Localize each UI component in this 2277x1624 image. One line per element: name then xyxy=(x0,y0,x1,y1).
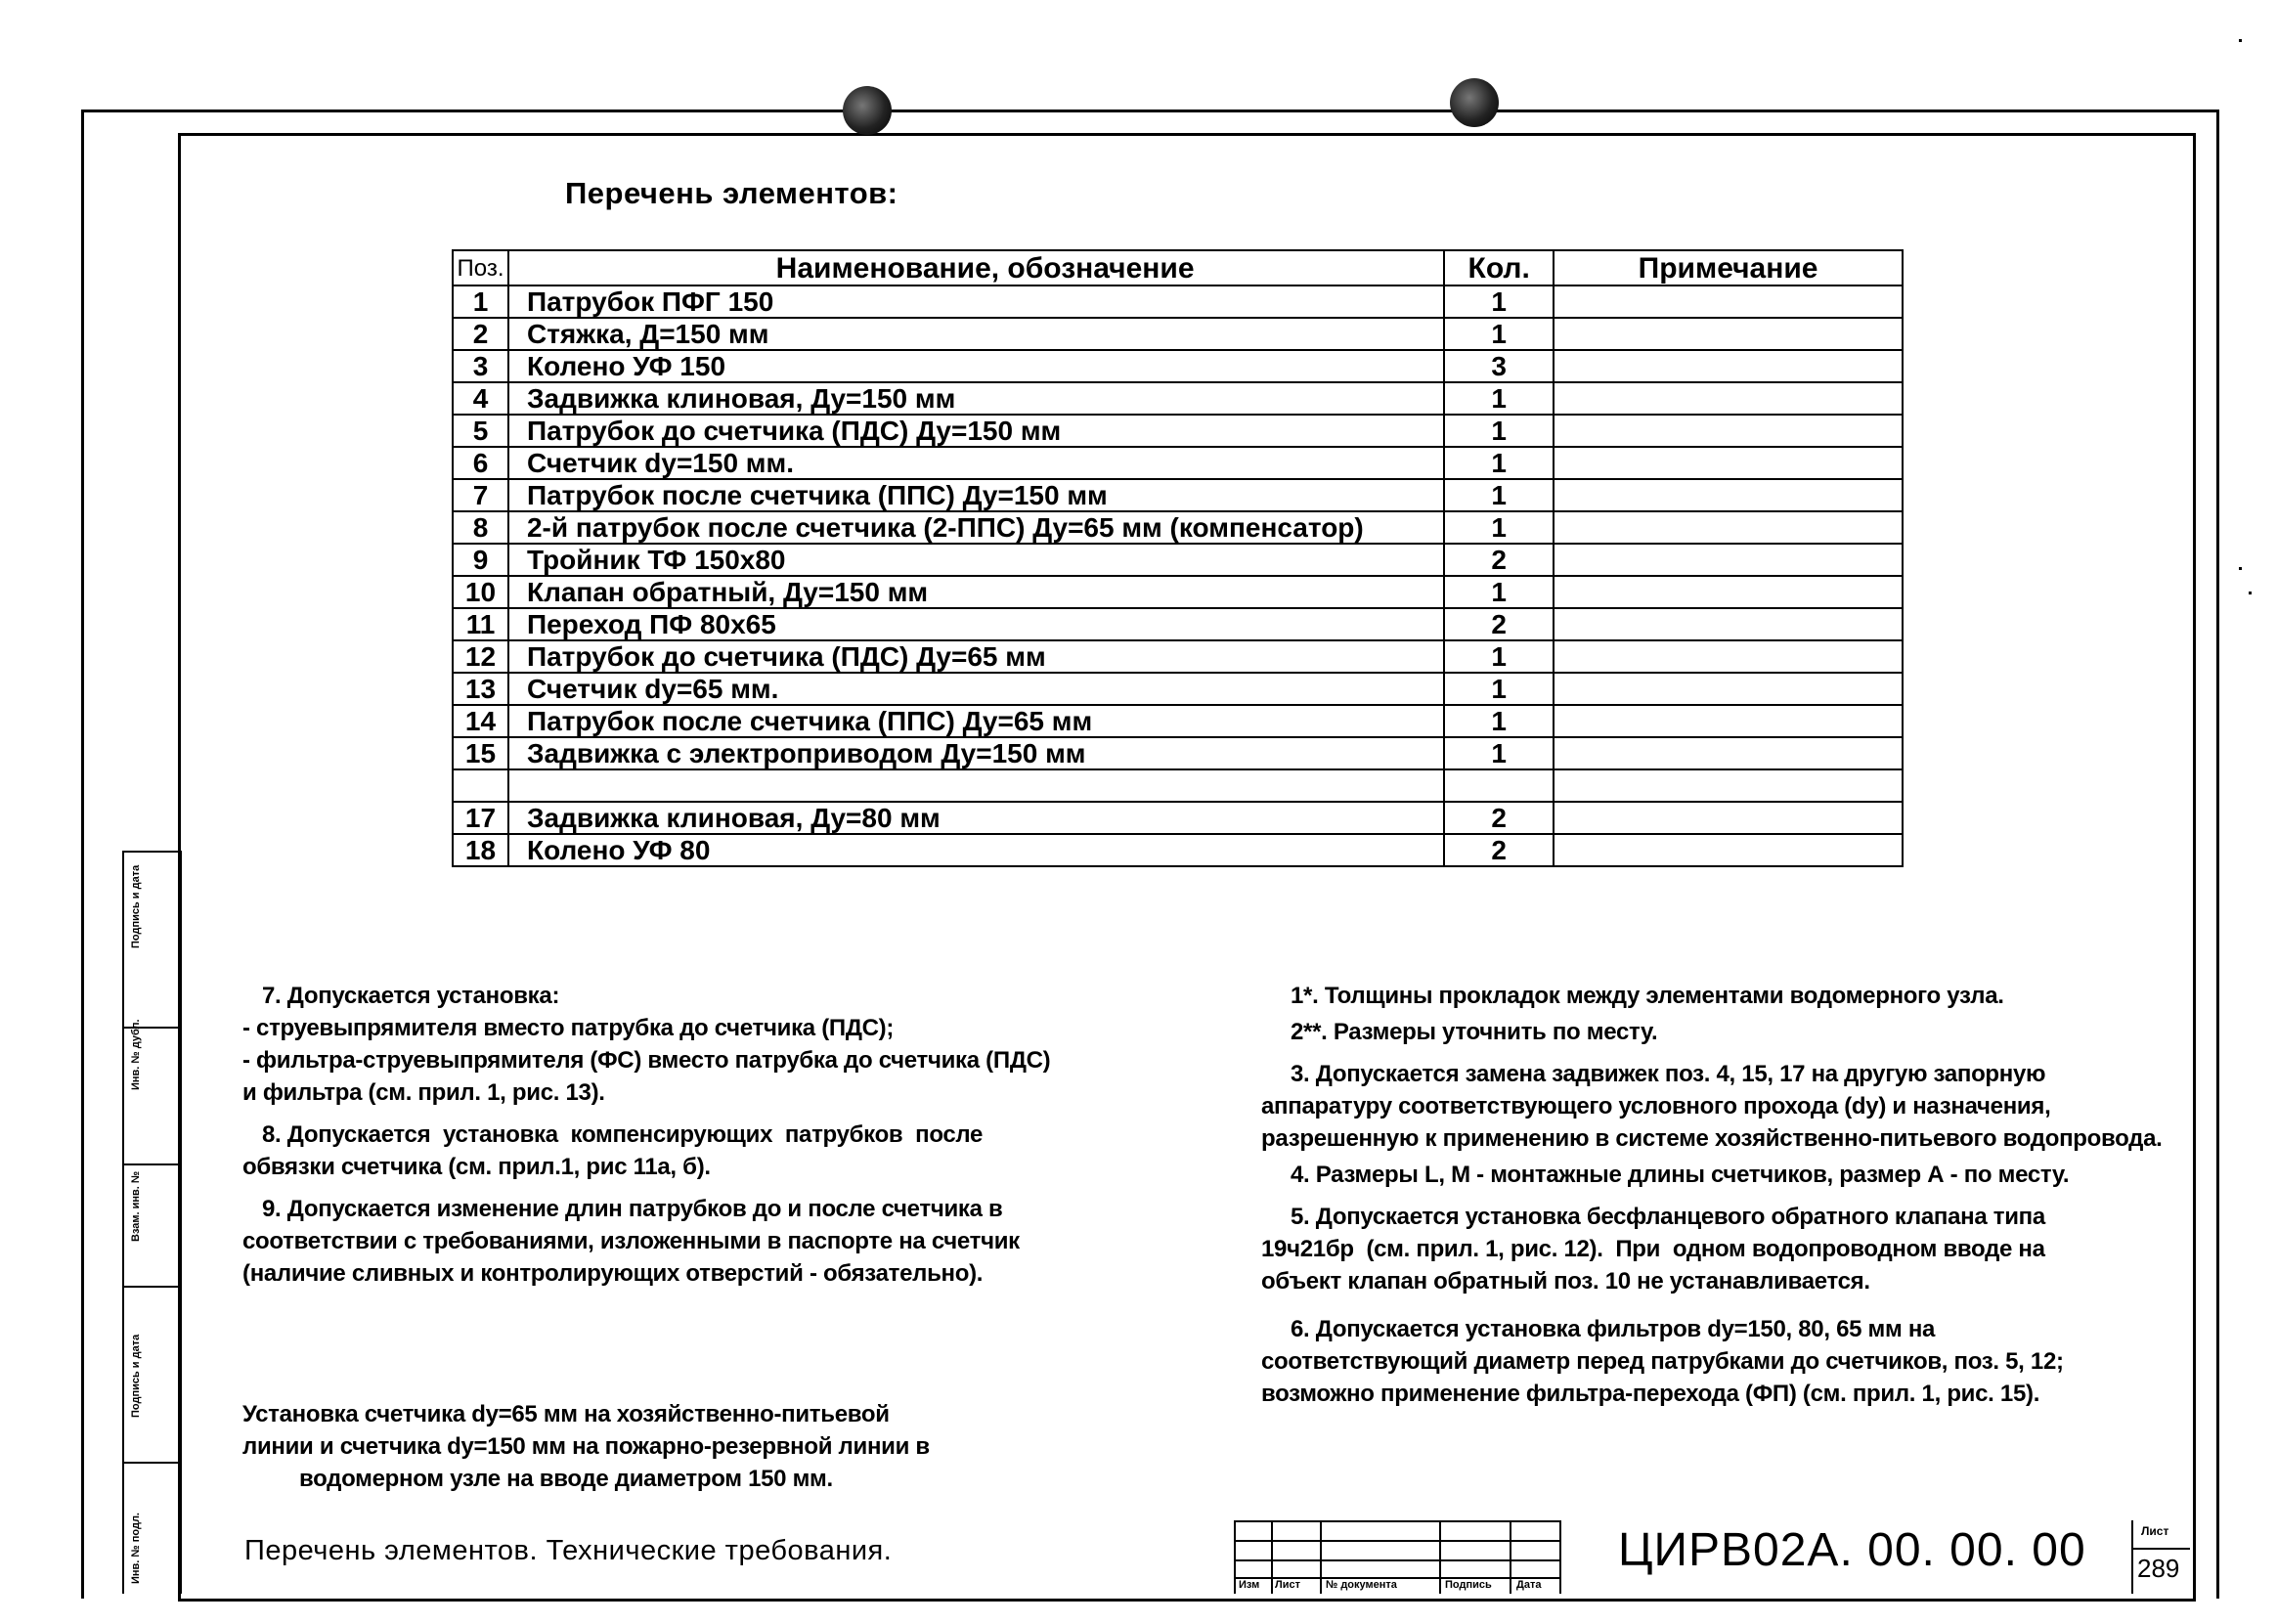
row-qty: 1 xyxy=(1444,285,1554,318)
row-qty: 1 xyxy=(1444,737,1554,769)
row-note xyxy=(1554,737,1903,769)
stamp-line xyxy=(1320,1520,1322,1594)
row-pos: 7 xyxy=(453,479,508,511)
row-pos: 4 xyxy=(453,382,508,415)
note-5-line2: 19ч21бр (см. прил. 1, рис. 12). При одном водопроводном вводе на xyxy=(1261,1236,2045,1262)
note-3-line1: 3. Допускается замена задвижек поз. 4, 15, 17 на другую запорную xyxy=(1291,1061,2046,1087)
note-7-title: 7. Допускается установка: xyxy=(262,983,560,1009)
row-pos: 18 xyxy=(453,834,508,866)
row-qty xyxy=(1444,769,1554,802)
sheet-title: Перечень элементов. Технические требования. xyxy=(244,1535,893,1566)
row-note xyxy=(1554,769,1903,802)
row-pos: 17 xyxy=(453,802,508,834)
row-pos: 1 xyxy=(453,285,508,318)
table-row xyxy=(453,705,1903,737)
row-note xyxy=(1554,608,1903,640)
note-9-line1: 9. Допускается изменение длин патрубков до и после счетчика в xyxy=(262,1196,1003,1222)
punch-hole-left xyxy=(843,86,892,135)
note-right-block xyxy=(1261,980,2163,1410)
row-qty: 1 xyxy=(1444,415,1554,447)
table-row xyxy=(453,285,1903,318)
table-row xyxy=(453,544,1903,576)
row-qty: 1 xyxy=(1444,382,1554,415)
table-header-row xyxy=(453,250,1903,285)
row-name: Патрубок после счетчика (ППС) Ду=65 мм xyxy=(508,705,1444,737)
punch-hole-right xyxy=(1450,78,1499,127)
caption-line3: водомерном узле на вводе диаметром 150 мм. xyxy=(299,1466,833,1492)
row-note xyxy=(1554,350,1903,382)
spec-table xyxy=(452,249,1904,867)
row-qty: 1 xyxy=(1444,705,1554,737)
row-pos: 15 xyxy=(453,737,508,769)
row-note xyxy=(1554,673,1903,705)
row-name: Задвижка с электроприводом Ду=150 мм xyxy=(508,737,1444,769)
revision-stamp xyxy=(1234,1520,1561,1594)
side-stamp xyxy=(122,851,182,1594)
row-pos: 6 xyxy=(453,447,508,479)
stamp-col-doc: № документа xyxy=(1326,1579,1397,1591)
table-row xyxy=(453,608,1903,640)
row-note xyxy=(1554,382,1903,415)
row-pos xyxy=(453,769,508,802)
document-number: ЦИРВ02А. 00. 00. 00 xyxy=(1618,1524,2086,1576)
row-note xyxy=(1554,479,1903,511)
row-name: Счетчик dу=150 мм. xyxy=(508,447,1444,479)
row-note xyxy=(1554,834,1903,866)
table-row xyxy=(453,350,1903,382)
scan-speck xyxy=(2239,567,2242,570)
row-pos: 8 xyxy=(453,511,508,544)
header-note: Примечание xyxy=(1554,250,1903,285)
stamp-line xyxy=(1510,1520,1511,1594)
stamp-line xyxy=(1236,1559,1561,1561)
stamp-line xyxy=(1439,1520,1441,1594)
table-row xyxy=(453,511,1903,544)
note-7-line3: и фильтра (см. прил. 1, рис. 13). xyxy=(242,1079,605,1106)
row-name: Тройник ТФ 150х80 xyxy=(508,544,1444,576)
row-qty: 1 xyxy=(1444,479,1554,511)
row-qty: 1 xyxy=(1444,673,1554,705)
note-7-line1: - струевыпрямителя вместо патрубка до счетчика (ПДС); xyxy=(242,1015,895,1041)
header-pos: Поз. xyxy=(453,250,508,285)
row-name: Колено УФ 150 xyxy=(508,350,1444,382)
row-name: Задвижка клиновая, Ду=150 мм xyxy=(508,382,1444,415)
stamp-col-sign: Подпись xyxy=(1445,1579,1492,1591)
note-3-line2: аппаратуру соответствующего условного прохода (dу) и назначения, xyxy=(1261,1093,2051,1119)
stamp-line xyxy=(1559,1520,1561,1594)
row-name: Патрубок после счетчика (ППС) Ду=150 мм xyxy=(508,479,1444,511)
table-row xyxy=(453,415,1903,447)
note-6-line3: возможно применение фильтра-перехода (ФП) (см. прил. 1, рис. 15). xyxy=(1261,1381,2040,1407)
note-left-block xyxy=(242,980,1050,1290)
stamp-line xyxy=(1236,1540,1561,1542)
row-name: Стяжка, Д=150 мм xyxy=(508,318,1444,350)
row-pos: 3 xyxy=(453,350,508,382)
side-label-inv-dubl: Инв. № дубл. xyxy=(130,1019,142,1090)
note-6-line2: соответствующий диаметр перед патрубками до счетчиков, поз. 5, 12; xyxy=(1261,1348,2064,1375)
row-qty: 2 xyxy=(1444,802,1554,834)
row-pos: 14 xyxy=(453,705,508,737)
drawing-caption xyxy=(242,1398,930,1495)
side-cell-divider xyxy=(124,851,180,853)
row-qty: 2 xyxy=(1444,608,1554,640)
row-pos: 13 xyxy=(453,673,508,705)
row-qty: 1 xyxy=(1444,511,1554,544)
row-pos: 2 xyxy=(453,318,508,350)
note-9-line2: соответствии с требованиями, изложенными в паспорте на счетчик xyxy=(242,1228,1020,1254)
header-name: Наименование, обозначение xyxy=(508,250,1444,285)
side-label-sign-date: Подпись и дата xyxy=(130,864,142,948)
table-row xyxy=(453,318,1903,350)
row-note xyxy=(1554,318,1903,350)
row-note xyxy=(1554,285,1903,318)
row-qty: 3 xyxy=(1444,350,1554,382)
row-note xyxy=(1554,447,1903,479)
row-qty: 2 xyxy=(1444,834,1554,866)
row-name: Колено УФ 80 xyxy=(508,834,1444,866)
stamp-col-list: Лист xyxy=(1275,1579,1300,1591)
row-qty: 1 xyxy=(1444,576,1554,608)
header-qty: Кол. xyxy=(1444,250,1554,285)
sheet-number-box xyxy=(2131,1520,2190,1594)
caption-line1: Установка счетчика dу=65 мм на хозяйственно-питьевой xyxy=(242,1401,890,1427)
list-title: Перечень элементов: xyxy=(565,176,898,210)
note-6-line1: 6. Допускается установка фильтров dу=150, 80, 65 мм на xyxy=(1291,1316,1936,1342)
row-name xyxy=(508,769,1444,802)
stamp-line xyxy=(1271,1520,1273,1594)
note-2: 2**. Размеры уточнить по месту. xyxy=(1291,1019,1658,1045)
row-note xyxy=(1554,576,1903,608)
row-qty: 1 xyxy=(1444,318,1554,350)
row-note xyxy=(1554,705,1903,737)
sheet-box-divider xyxy=(2133,1548,2190,1550)
row-name: Патрубок до счетчика (ПДС) Ду=150 мм xyxy=(508,415,1444,447)
table-row xyxy=(453,834,1903,866)
table-row xyxy=(453,673,1903,705)
stamp-col-izm: Изм xyxy=(1239,1579,1260,1591)
side-label-sign-date-2: Подпись и дата xyxy=(130,1334,142,1418)
row-name: Счетчик dу=65 мм. xyxy=(508,673,1444,705)
note-4: 4. Размеры L, М - монтажные длины счетчиков, размер А - по месту. xyxy=(1291,1162,2070,1188)
row-note xyxy=(1554,640,1903,673)
row-qty: 1 xyxy=(1444,640,1554,673)
row-qty: 1 xyxy=(1444,447,1554,479)
row-name: Переход ПФ 80х65 xyxy=(508,608,1444,640)
note-8-line2: обвязки счетчика (см. прил.1, рис 11а, б). xyxy=(242,1154,711,1180)
row-note xyxy=(1554,415,1903,447)
note-7-line2: - фильтра-струевыпрямителя (ФС) вместо патрубка до счетчика (ПДС) xyxy=(242,1047,1051,1074)
row-name: Задвижка клиновая, Ду=80 мм xyxy=(508,802,1444,834)
row-pos: 12 xyxy=(453,640,508,673)
side-label-vzam-inv: Взам. инв. № xyxy=(130,1170,142,1242)
side-label-inv-podl: Инв. № подл. xyxy=(130,1513,142,1584)
note-5-line1: 5. Допускается установка бесфланцевого обратного клапана типа xyxy=(1291,1204,2045,1230)
row-note xyxy=(1554,511,1903,544)
note-5-line3: объект клапан обратный поз. 10 не устанавливается. xyxy=(1261,1268,1870,1295)
table-row xyxy=(453,447,1903,479)
row-name: Клапан обратный, Ду=150 мм xyxy=(508,576,1444,608)
scan-speck xyxy=(2239,39,2242,42)
stamp-col-date: Дата xyxy=(1516,1579,1542,1591)
side-cell-divider xyxy=(124,1462,180,1464)
row-name: 2-й патрубок после счетчика (2-ППС) Ду=65 мм (компенсатор) xyxy=(508,511,1444,544)
table-row xyxy=(453,640,1903,673)
row-note xyxy=(1554,544,1903,576)
table-row xyxy=(453,479,1903,511)
table-row xyxy=(453,576,1903,608)
row-name: Патрубок ПФГ 150 xyxy=(508,285,1444,318)
table-row xyxy=(453,769,1903,802)
table-row xyxy=(453,737,1903,769)
side-cell-divider xyxy=(124,1163,180,1165)
row-pos: 10 xyxy=(453,576,508,608)
note-1: 1*. Толщины прокладок между элементами водомерного узла. xyxy=(1291,983,2004,1009)
table-row xyxy=(453,802,1903,834)
note-8-line1: 8. Допускается установка компенсирующих патрубков после xyxy=(262,1121,984,1148)
row-pos: 11 xyxy=(453,608,508,640)
row-name: Патрубок до счетчика (ПДС) Ду=65 мм xyxy=(508,640,1444,673)
stamp-line xyxy=(1236,1520,1561,1522)
row-pos: 9 xyxy=(453,544,508,576)
row-note xyxy=(1554,802,1903,834)
sheet-label: Лист xyxy=(2141,1524,2169,1538)
note-9-line3: (наличие сливных и контролирующих отверстий - обязательно). xyxy=(242,1260,984,1287)
side-cell-divider xyxy=(124,1286,180,1288)
note-3-line3: разрешенную к применению в системе хозяйственно-питьевого водопровода. xyxy=(1261,1125,2163,1152)
row-pos: 5 xyxy=(453,415,508,447)
table-row xyxy=(453,382,1903,415)
scan-speck xyxy=(2249,592,2252,594)
sheet-number: 289 xyxy=(2137,1554,2180,1583)
caption-line2: линии и счетчика dу=150 мм на пожарно-резервной линии в xyxy=(242,1433,930,1460)
row-qty: 2 xyxy=(1444,544,1554,576)
